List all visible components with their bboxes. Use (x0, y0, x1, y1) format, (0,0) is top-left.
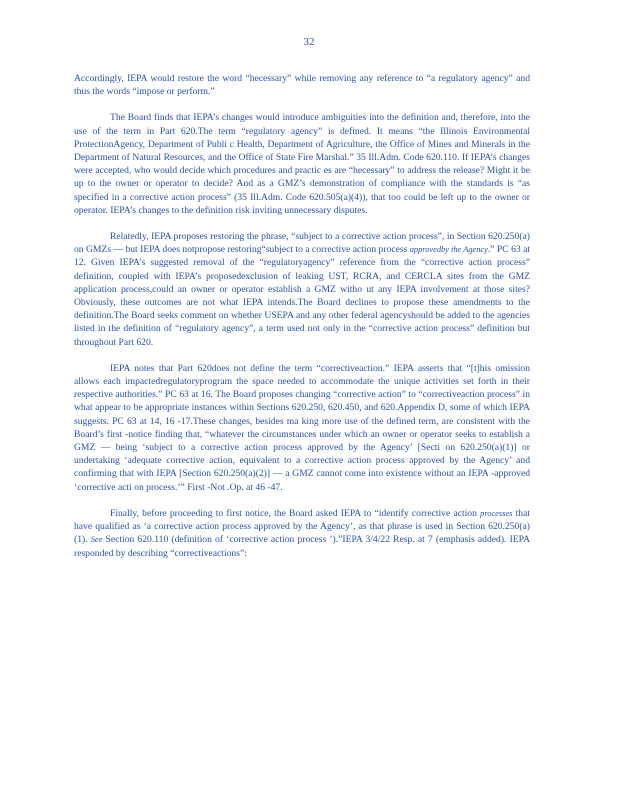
italic-text: approvedby the Agency (409, 245, 488, 255)
paragraph-text: Finally, before proceeding to first notice, the Board asked IEPA to “identify corrective action (110, 507, 481, 519)
paragraph-text: Accordingly, IEPA would restore the word “hecessary” while removing any reference to “a regulatory agency” and thus the words “impose or perform.” (74, 73, 530, 98)
paragraph-text: The Board finds that IEPA’s changes would introduce ambiguities into the definition and, therefore, into the use of the term in Part 620.The term “regulatory agency” is defined. It means “the Illinois Environmental ProtectionAgency, Department of Publi c Health, Department of Agriculture, the Office of Mines and Minerals in the Department of Natural Resources, and the Office of State Fire Marshal.” 35 Ill.Adm. Code 620.110. If IEPA’s changes were accepted, who would decide which procedures and practic es are “hecessary” to address the release? Might it be up to the owner or operator to decide? And as a GMZ’s demonstration of compliance with the standards is “as specified in a corrective action process” (35 Ill.Adm. Code 620.505(a)(4)), that too could be left up to the owner or operator. IEPA’s changes to the definition risk inviting unnecessary disputes. (74, 112, 530, 216)
paragraph-text: Section 620.110 (definition of ‘corrective action process ’).”IEPA 3/4/22 Resp. at 7 (emphasis added). IEPA responded by describing “correctiveactions”: (74, 534, 531, 559)
paragraph (74, 362, 530, 494)
paragraph (74, 230, 530, 349)
paragraph-text: Relatedly, IEPA proposes restoring the phrase, “subject to a corrective action process”, in Section 620.250(a) on GMZs — but IEPA does notpropose restoring“subject to a corrective action process (74, 231, 530, 256)
paragraph-text: .” PC 63 at 12. Given IEPA’s suggested removal of the “regulatoryagency” reference from the “corrective action process” definition, coupled with IEPA’s proposedexclusion of leaking UST, RCRA, and CERCLA sites from the GMZ application process,could an owner or operator establish a GMZ witho ut any IEPA involvement at those sites? Obviously, these outcomes are not what IEPA intends.The Board declines to propose these amendments to the definition.The Board seeks comment on whether USEPA and any other federal agencyshould be added to the agencies listed in the definition of “regulatory agency”, a term used not only in the “corrective action process” definition but throughout Part 620. (74, 244, 530, 348)
italic-text: See (90, 535, 103, 545)
paragraph-text: IEPA notes that Part 620does not define the term “correctiveaction.” IEPA asserts that “[t]his omission allows each impactedregulatoryprogram the space needed to accommodate the unique activities set forth in their respective authorities.” PC 63 at 16. The Board proposes changing “corrective action” to “correctiveaction process” in what appear to be appropriate instances within Sections 620.250, 620.450, and 620.Appendix D, some of which IEPA suggests. PC 63 at 14, 16 -17.These changes, besides ma king more use of the defined term, are consistent with the Board’s first -notice finding that, “whatever the circumstances under which an owner or operator seeks to establish a GMZ — being ‘subject to a corrective action process approved by the Agency’ [Secti on 620.250(a)(1)] or undertaking ‘adequate corrective action, equivalent to a corrective action process approved by the Agency’ and confirming that with IEPA [Section 620.250(a)(2)] — a GMZ cannot come into existence without an IEPA -approved ‘corrective acti on process.’” First -Not .Op. at 46 -47. (74, 362, 530, 493)
body-text (74, 72, 530, 573)
italic-text: processes (480, 508, 513, 518)
paragraph (74, 507, 530, 560)
page-number: 32 (303, 36, 315, 48)
paragraph (74, 111, 530, 217)
paragraph-text: that have qualified as ‘a corrective action process approved by the Agency’, as that phrase is used in Section 620.250(a)(1). (74, 507, 530, 546)
paragraph (74, 72, 530, 98)
